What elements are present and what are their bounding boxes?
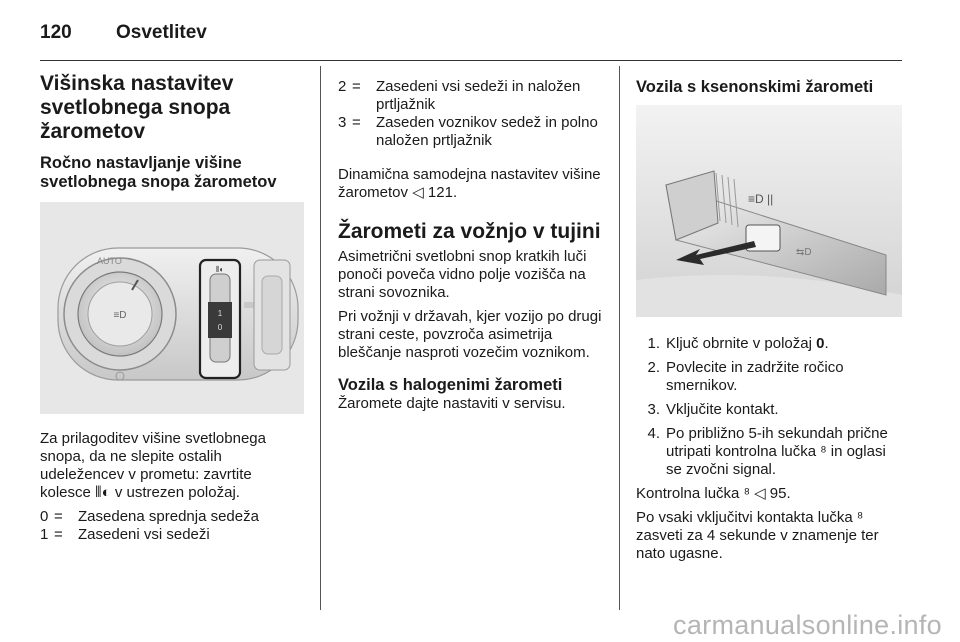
column-3 — [636, 78, 902, 569]
page-ref-arrow-icon: ◁ — [412, 184, 424, 201]
list-item: 1 = Zasedeni vsi sedeži — [40, 526, 210, 543]
column-divider-1 — [320, 66, 321, 610]
section-heading-abroad: Žarometi za vožnjo v tujini — [338, 220, 601, 243]
chapter-title: Osvetlitev — [116, 22, 207, 43]
page-header — [40, 18, 902, 58]
svg-text:≡D: ≡D — [113, 310, 127, 321]
halogen-subheading: Vozila s halogenimi žarometi — [338, 376, 563, 394]
list-item: 3 = Zaseden voznikov sedež in polno naložen prtljažnik — [338, 114, 598, 149]
load-position-list-continued — [338, 78, 604, 150]
xenon-subheading: Vozila s ksenonskimi žarometi — [636, 78, 874, 96]
list-item: 2. Povlecite in zadržite ročico smernikov. — [647, 359, 844, 394]
headlight-range-icon: ⦀◐ — [95, 484, 111, 501]
svg-text:⇆D: ⇆D — [796, 247, 812, 258]
page-reference-link[interactable]: 121. — [423, 184, 458, 201]
page-ref-arrow-icon: ◁ — [754, 485, 766, 502]
column-1 — [40, 72, 304, 554]
list-item: 2 = Zasedeni vsi sedeži in naložen prtljažnik — [338, 78, 581, 113]
svg-text:1: 1 — [217, 309, 223, 318]
turn-signal-lever-figure — [636, 105, 902, 317]
indicator-reference: Kontrolna lučka ⁸ ◁ 95. — [636, 485, 791, 502]
halogen-text: Žaromete dajte nastaviti v servisu. — [338, 395, 566, 412]
list-item: 0 = Zasedena sprednja sedeža — [40, 508, 259, 525]
glare-warning-text: Pri vožnji v državah, kjer vozijo po drugi strani ceste, povzroča asimetrija bleščanje nasproti vozečim voznikom. — [338, 308, 602, 361]
svg-text:≡D ||: ≡D || — [748, 192, 774, 206]
column-2 — [338, 78, 604, 419]
section-subheading: Ročno nastavljanje višine svetlobnega snopa žarometov — [40, 154, 277, 191]
headlight-switch-illustration — [40, 202, 304, 414]
section-heading: Višinska nastavitev svetlobnega snopa žarometov — [40, 72, 234, 143]
load-position-list — [40, 508, 304, 544]
list-item: 3. Vključite kontakt. — [647, 401, 779, 418]
svg-text:⦀◐: ⦀◐ — [215, 265, 225, 274]
column-divider-2 — [619, 66, 620, 610]
watermark: carmanualsonline.info — [673, 610, 942, 640]
dynamic-leveling-reference: Dinamična samodejna nastavitev višine žarometov ◁ 121. — [338, 166, 601, 201]
turn-signal-lever-illustration — [636, 105, 902, 317]
list-item: 1. Ključ obrnite v položaj 0. — [647, 335, 829, 352]
headlight-switch-figure — [40, 202, 304, 414]
auto-label: AUTO — [97, 256, 122, 266]
page-reference-link[interactable]: 95. — [765, 485, 791, 502]
xenon-steps-list — [636, 335, 902, 479]
svg-text:0: 0 — [217, 323, 223, 332]
page-number: 120 — [40, 22, 72, 43]
adjust-instructions: Za prilagoditev višine svetlobnega snopa, da ne slepite ostalih udeležencev v prometu: zavrtite kolesce ⦀◐ v ustrezen položaj. — [40, 430, 266, 501]
asymmetric-beam-text: Asimetrični svetlobni snop kratkih luči ponoči poveča vidno polje vozišča na strani sovoznika. — [338, 248, 587, 301]
headlight-range-thumbwheel[interactable] — [208, 302, 232, 338]
list-item: 4. Po približno 5-ih sekundah prične utripati kontrolna lučka ⁸ in oglasi se zvočni signal. — [647, 425, 888, 478]
indicator-behavior-text: Po vsaki vključitvi kontakta lučka ⁸ zasveti za 4 sekunde v znamenje ter nato ugasne. — [636, 509, 879, 562]
header-rule — [40, 60, 902, 61]
